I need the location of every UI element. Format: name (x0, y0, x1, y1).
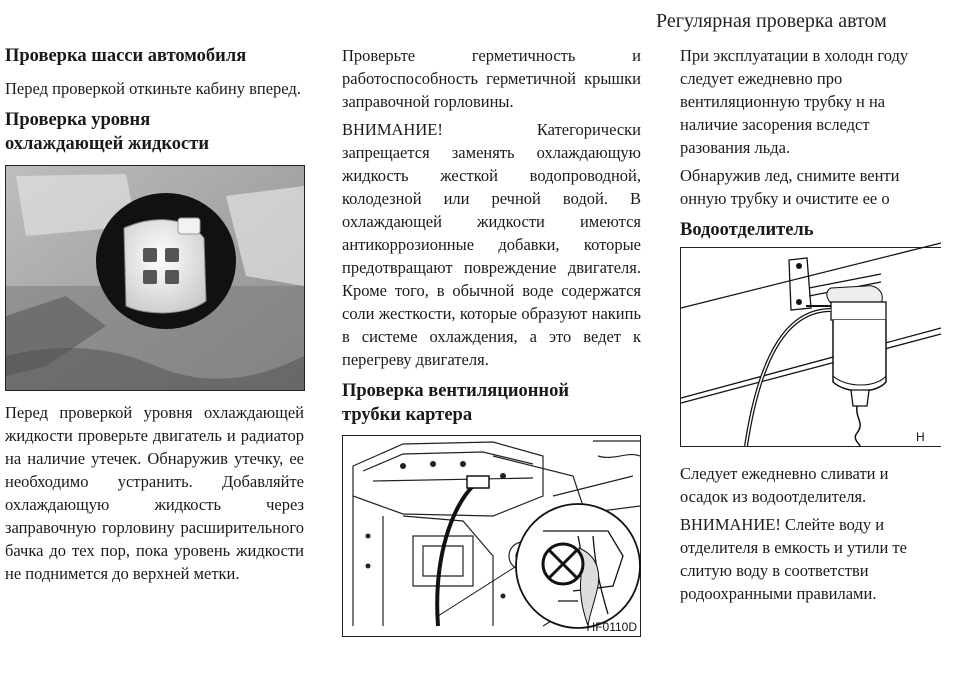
paragraph-coolant: Перед проверкой уровня охлаждающей жидкости проверьте двигатель и радиатор на наличие утечек. Обнаружив утечку, ее необходимо устранить. Добавляйте охлаждающую жидкость через заправочную горловину расширительного бачка до тех пор, пока уровень жидкости не поднимется до верхней метки. (5, 403, 304, 583)
heading-chassis-check: Проверка шасси автомобиля (5, 46, 247, 66)
paragraph-coolant-warning: ВНИМАНИЕ! Категорически запрещается заменять охлаждающую жидкость жесткой водопроводной, колодезной или речной водой. В охлаждающей жидкости имеются антикоррозионные добавки, которые предотвращают повреждение двигателя. Кроме того, в обычной воде содержатся соли жесткости, которые образуют накипь в системе охлаждения, а это ведет к перегреву двигателя. (342, 120, 641, 369)
paragraph-cold-weather: При эксплуатации в холодн году следует ежедневно про вентиляционную трубку н на наличие засорения вследст разования льда. (680, 46, 909, 157)
paragraph-separator-warning: ВНИМАНИЕ! Слейте воду и отделителя в емкость и утили те слитую воду в соответстви родоохранными правилами. (680, 515, 907, 603)
paragraph-seal-check: Проверьте герметичность и работоспособность герметичной крышки заправочной горловины. (342, 46, 641, 111)
water-separator-figure (680, 247, 941, 447)
figure-code: HF0110D (586, 620, 637, 634)
paragraph-chassis: Перед проверкой откиньте кабину вперед. (5, 79, 301, 98)
heading-crankcase-vent: Проверка вентиляционной трубки картера (342, 381, 570, 425)
paragraph-ice: Обнаружив лед, снимите венти онную трубку и очистите ее о (680, 166, 900, 208)
column-left (5, 44, 304, 585)
coolant-tank-photo (5, 165, 305, 391)
heading-water-separator: Водоотделитель (680, 220, 814, 240)
heading-coolant-check: Проверка уровня охлаждающей жидкости (5, 110, 209, 154)
paragraph-drain: Следует ежедневно сливати и осадок из водоотделителя. (680, 464, 889, 506)
figure-code: H (916, 430, 925, 444)
page-title: Регулярная проверка автом (656, 10, 887, 32)
column-middle (342, 44, 641, 637)
crankcase-vent-figure (342, 435, 641, 637)
column-right (680, 44, 980, 605)
